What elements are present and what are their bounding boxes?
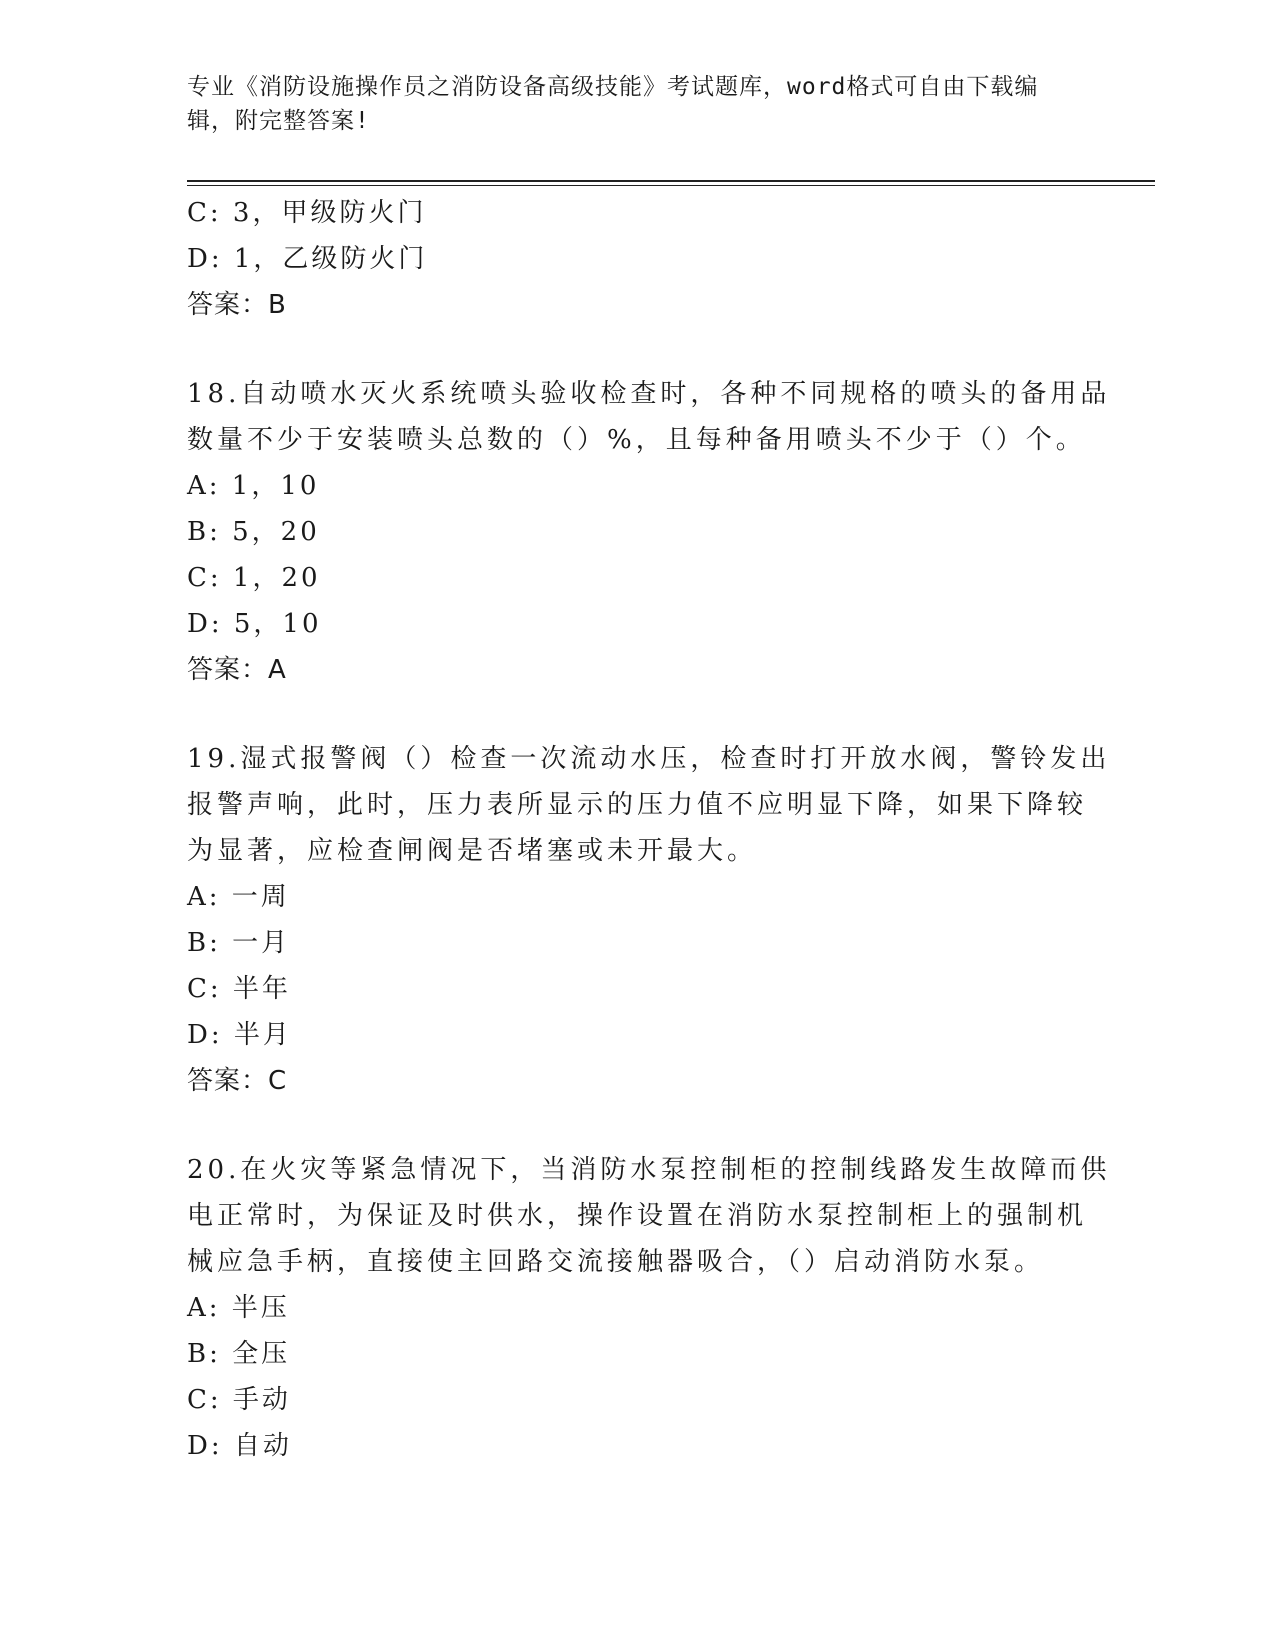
option-c: C: 手动: [187, 1385, 291, 1415]
question-18: [187, 371, 1111, 693]
option-d: D: 自动: [187, 1431, 292, 1461]
question-text-line: 18.自动喷水灭火系统喷头验收检查时，各种不同规格的喷头的备用品: [187, 379, 1111, 409]
question-text-line: 19.湿式报警阀（）检查一次流动水压，检查时打开放水阀，警铃发出: [187, 744, 1111, 774]
question-17-tail: [187, 190, 1087, 328]
option-c: C: 半年: [187, 974, 291, 1004]
option-a: A: 1，10: [187, 471, 320, 501]
option-d: D: 5，10: [187, 609, 322, 639]
question-text-line: 报警声响，此时，压力表所显示的压力值不应明显下降，如果下降较: [187, 790, 1088, 820]
document-header: [187, 70, 1087, 138]
option-a: A: 半压: [187, 1293, 290, 1323]
answer-line: 答案：A: [187, 655, 287, 685]
spacer: [187, 693, 1087, 736]
option-d: D: 1，乙级防火门: [187, 244, 428, 274]
question-19: [187, 736, 1111, 1104]
header-divider-thick: [187, 180, 1155, 182]
option-d: D: 半月: [187, 1020, 292, 1050]
question-text-line: 械应急手柄，直接使主回路交流接触器吸合，（）启动消防水泵。: [187, 1247, 1045, 1277]
question-text-line: 为显著，应检查闸阀是否堵塞或未开最大。: [187, 836, 758, 866]
spacer: [187, 328, 1087, 371]
header-line-2: 辑，附完整答案!: [187, 108, 370, 134]
question-text-line: 20.在火灾等紧急情况下，当消防水泵控制柜的控制线路发生故障而供: [187, 1155, 1111, 1185]
option-b: B: 全压: [187, 1339, 291, 1369]
question-text-line: 电正常时，为保证及时供水，操作设置在消防水泵控制柜上的强制机: [187, 1201, 1088, 1231]
answer-line: 答案：B: [187, 290, 287, 320]
header-divider-thin: [187, 185, 1155, 186]
question-text-line: 数量不少于安装喷头总数的（）%，且每种备用喷头不少于（）个。: [187, 425, 1086, 455]
option-c: C: 3，甲级防火门: [187, 198, 427, 228]
option-a: A: 一周: [187, 882, 290, 912]
answer-line: 答案：C: [187, 1066, 288, 1096]
spacer: [187, 1104, 1087, 1147]
question-list: [187, 190, 1111, 1469]
option-b: B: 一月: [187, 928, 291, 958]
option-c: C: 1，20: [187, 563, 321, 593]
option-b: B: 5，20: [187, 517, 320, 547]
header-line-1: 专业《消防设施操作员之消防设备高级技能》考试题库，word格式可自由下载编: [187, 74, 1039, 100]
question-20: [187, 1147, 1111, 1469]
